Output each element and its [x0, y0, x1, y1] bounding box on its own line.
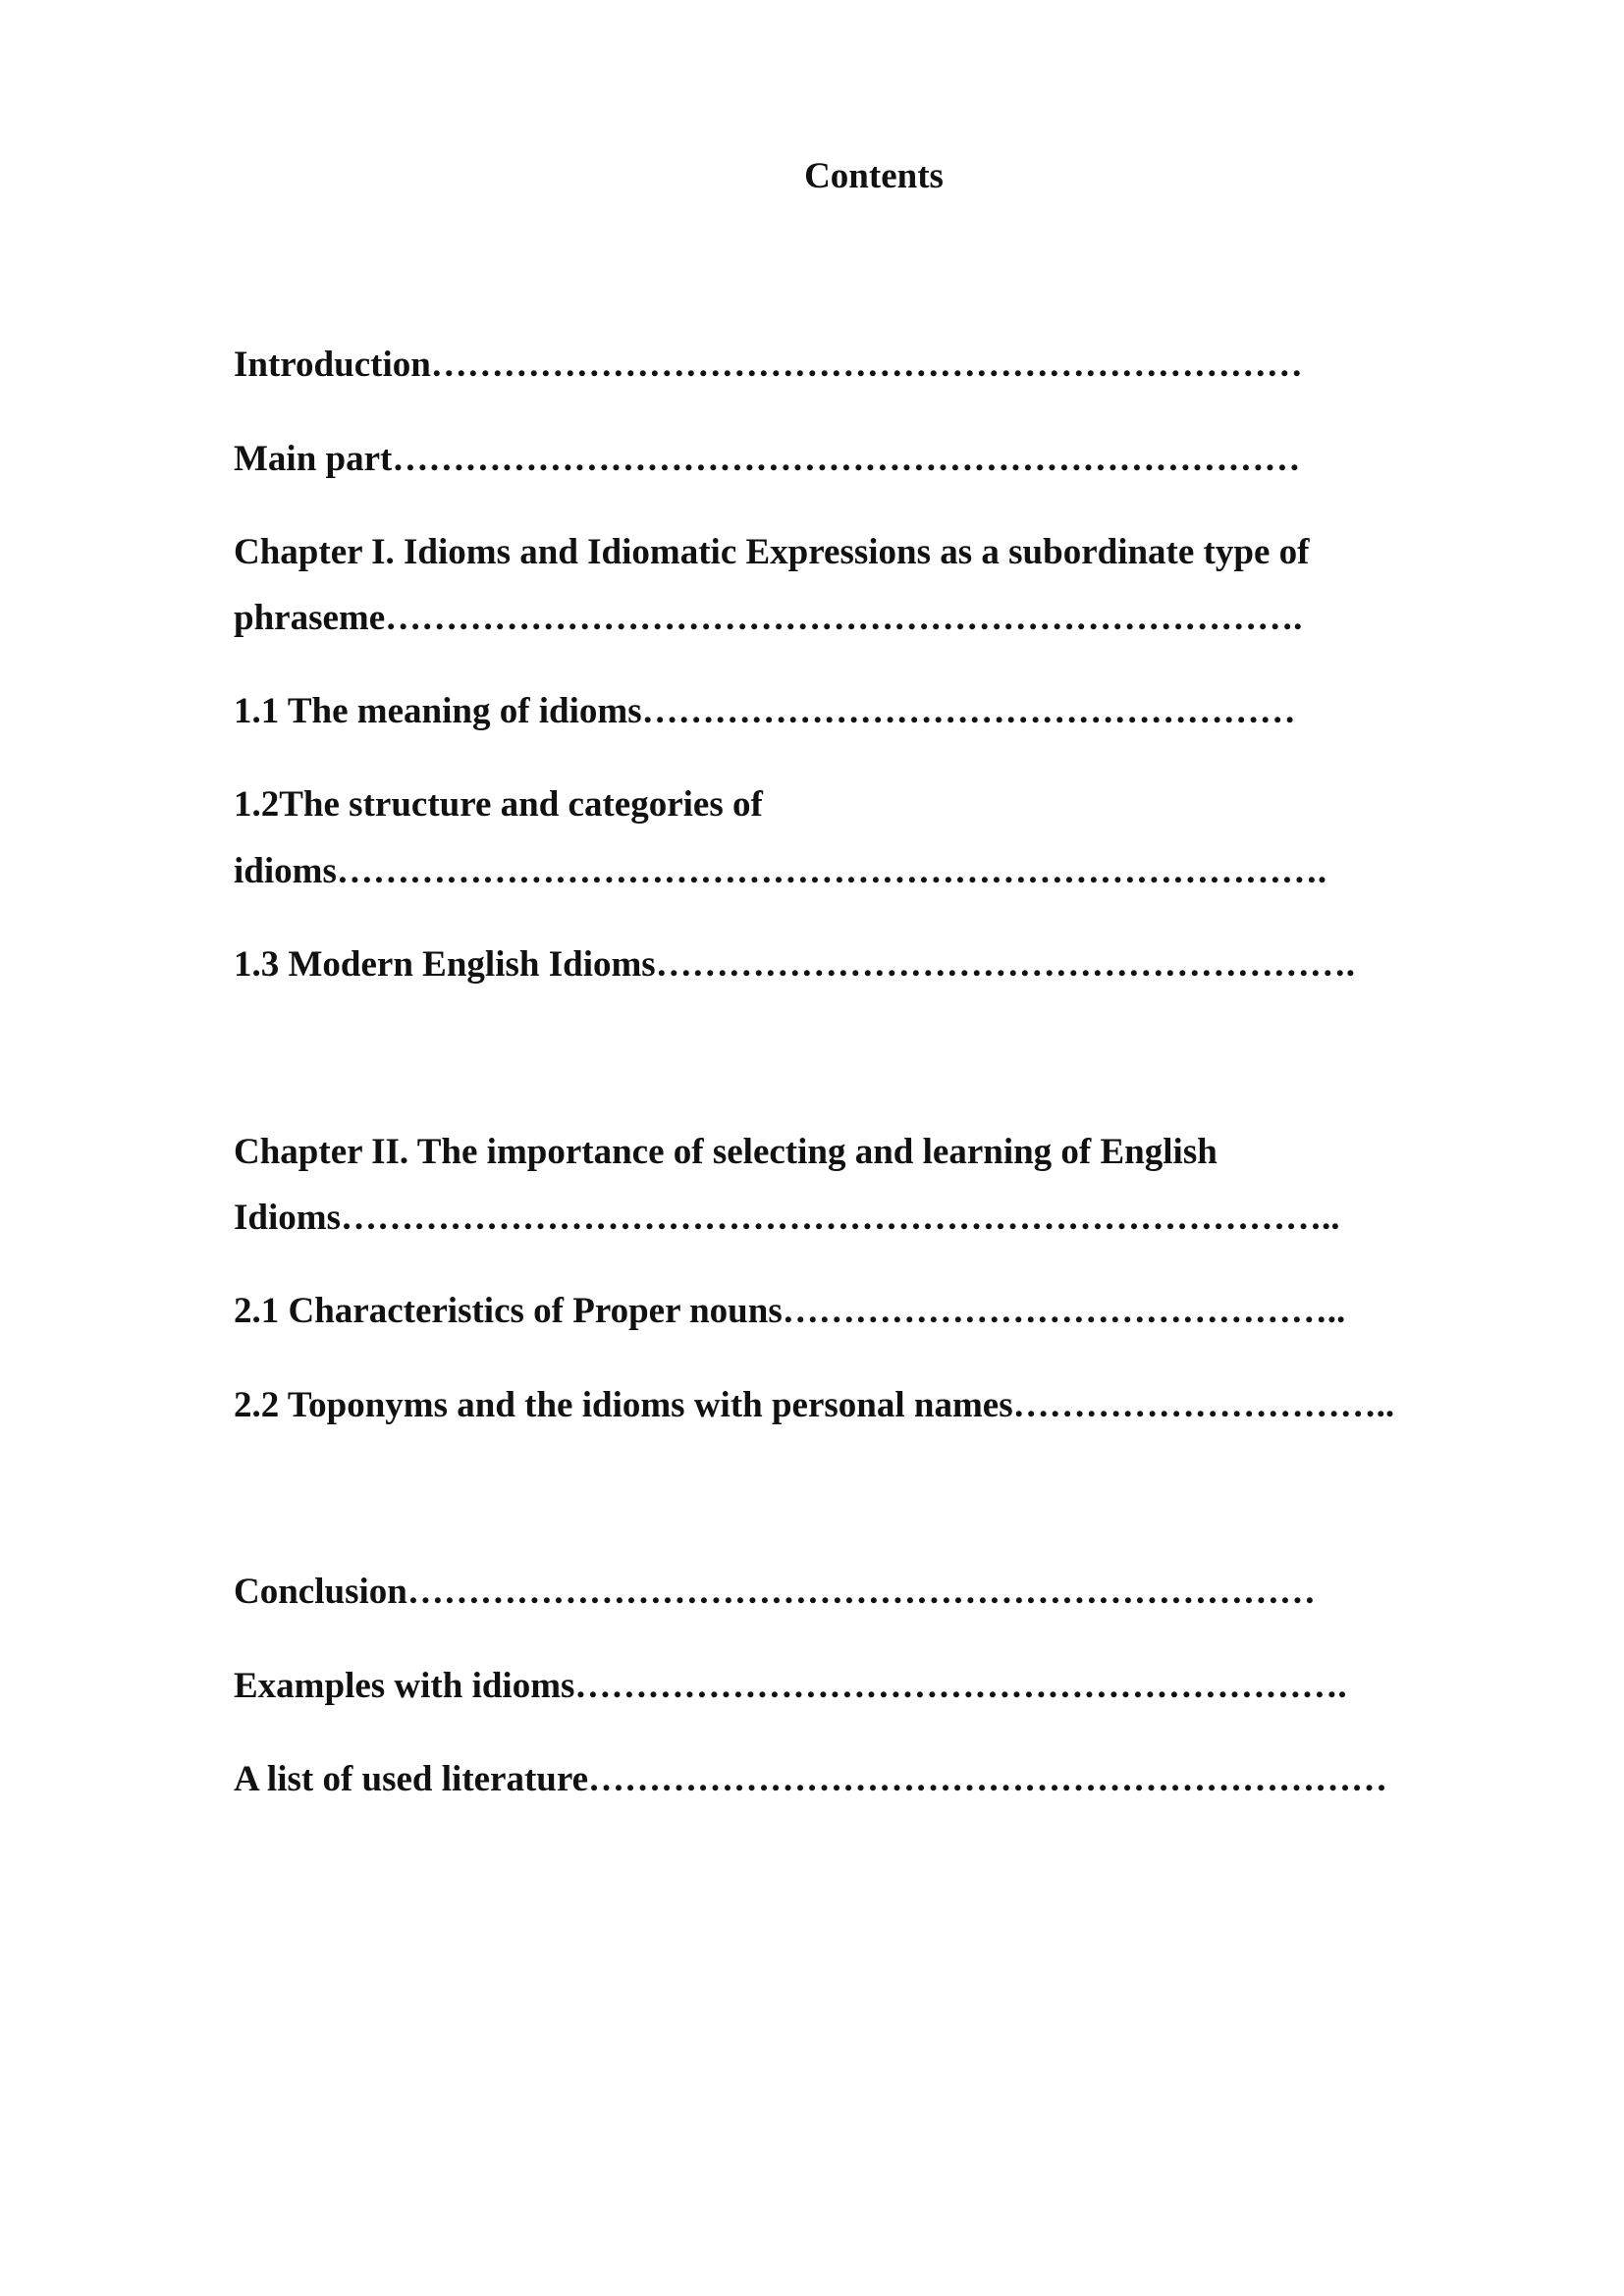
toc-entry-2-2: 2.2 Toponyms and the idioms with personal names………………………….. — [234, 1385, 1395, 1425]
toc-entry-conclusion: Conclusion………………………………………………………………… — [234, 1572, 1316, 1612]
toc-entry-chapter-1-line-1: Chapter I. Idioms and Idiomatic Expressions as a subordinate type of — [234, 532, 1310, 572]
toc-entry-introduction: Introduction……………………………………………………………… — [234, 345, 1303, 385]
toc-entry-1-3: 1.3 Modern English Idioms…………………………………………………. — [234, 944, 1355, 985]
toc-entry-1-2-line-2: idioms………………………………………………………………………. — [234, 851, 1327, 891]
toc-entry-chapter-1-line-2: phraseme…………………………………………………………………. — [234, 598, 1303, 638]
toc-entry-1-2-line-1: 1.2The structure and categories of — [234, 784, 763, 825]
toc-entry-chapter-2-line-1: Chapter II. The importance of selecting and learning of English — [234, 1132, 1218, 1172]
toc-entry-main-part: Main part………………………………………………………………… — [234, 439, 1301, 479]
page-title: Contents — [804, 156, 944, 196]
toc-entry-literature: A list of used literature………………………………………………………… — [234, 1759, 1388, 1799]
toc-entry-1-1: 1.1 The meaning of idioms……………………………………………… — [234, 691, 1296, 731]
toc-entry-2-1: 2.1 Characteristics of Proper nouns……………………………………….. — [234, 1291, 1346, 1331]
toc-entry-examples: Examples with idioms………………………………………………………. — [234, 1666, 1347, 1706]
toc-entry-chapter-2-line-2: Idioms……………………………………………………………………….. — [234, 1198, 1340, 1238]
